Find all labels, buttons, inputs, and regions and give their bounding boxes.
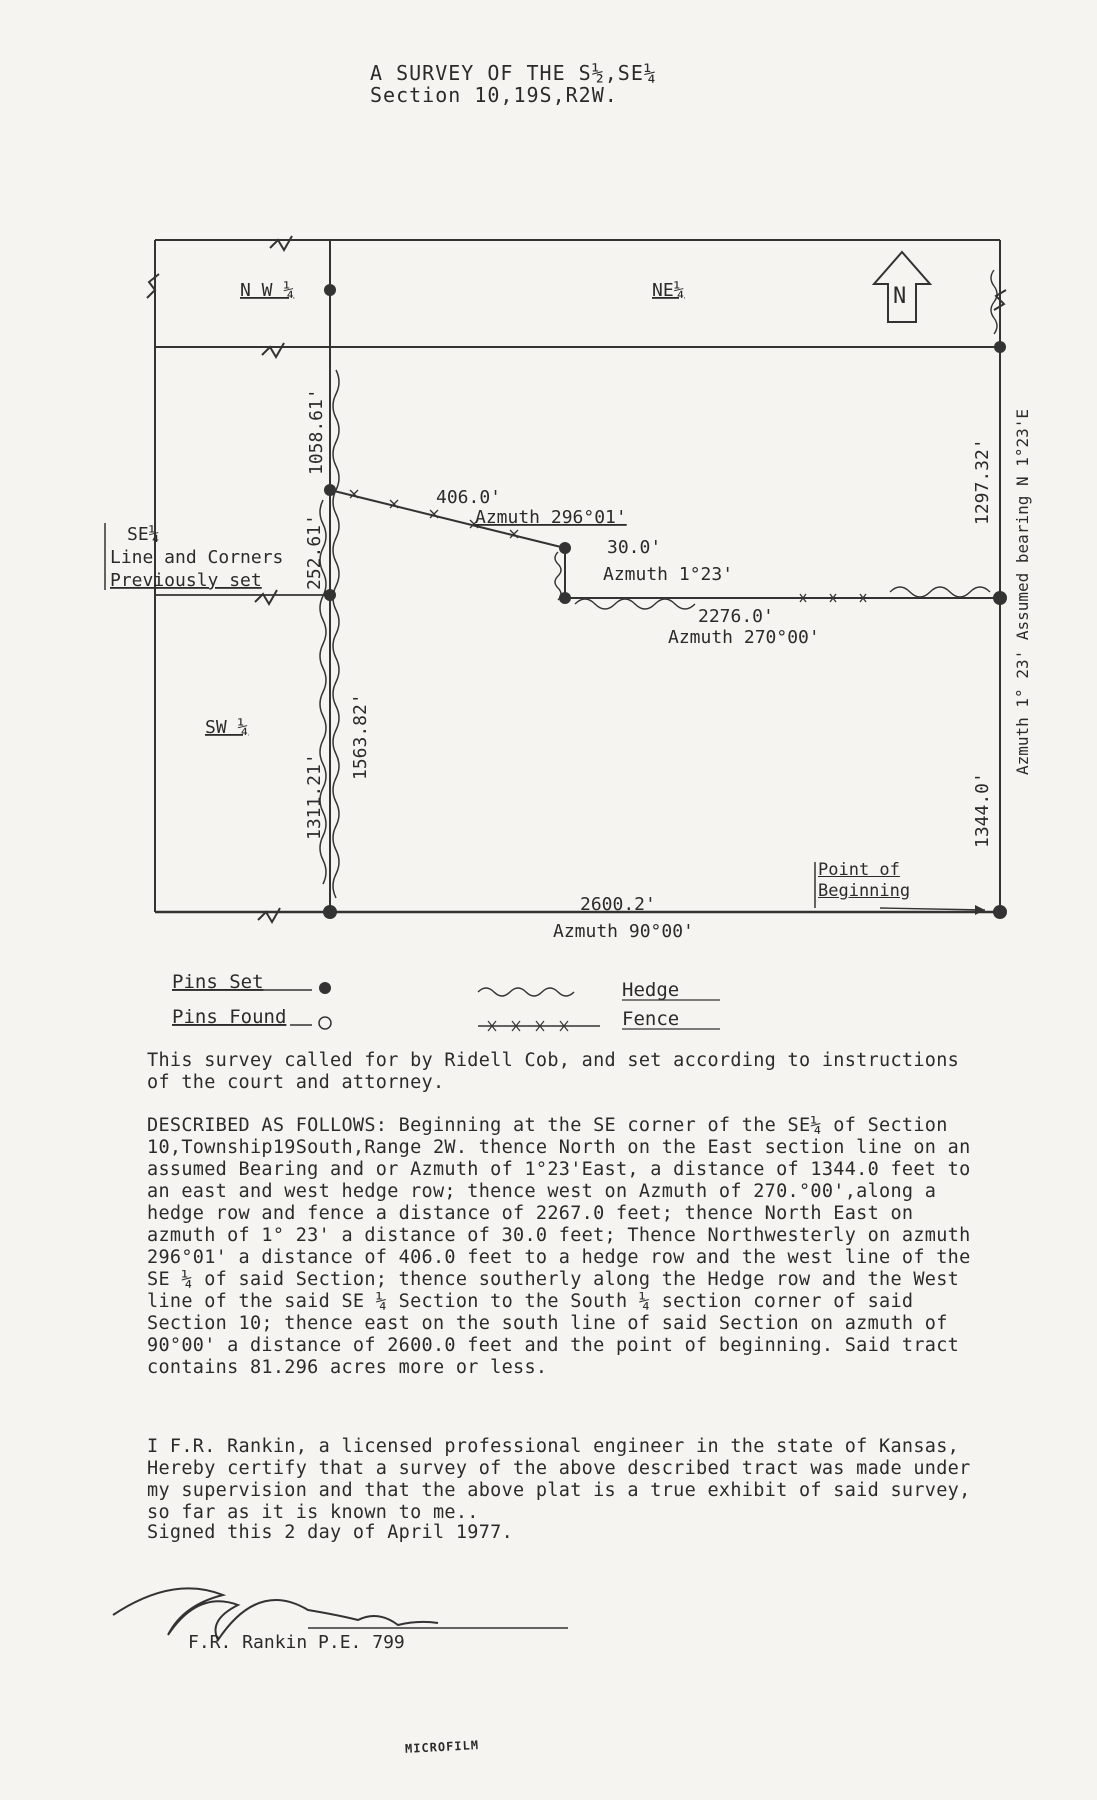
pin-set-south-quarter xyxy=(323,905,337,919)
az-90: Azmuth 90°00' xyxy=(553,921,694,942)
east-hedge-row xyxy=(991,270,997,334)
pin-set-east-hedge xyxy=(993,591,1007,605)
west-hedge-row xyxy=(333,370,339,898)
dist-2600: 2600.2' xyxy=(580,894,656,915)
signed-date: Signed this 2 day of April 1977. xyxy=(147,1522,514,1543)
dim-1297: 1297.32' xyxy=(972,438,993,525)
legend-pin-found-icon xyxy=(319,1017,331,1029)
pin-set-se-line xyxy=(324,589,336,601)
north-label: N xyxy=(893,284,907,309)
az-270: Azmuth 270°00' xyxy=(668,627,820,648)
pin-set-406-west xyxy=(324,484,336,496)
pin-set-north xyxy=(324,284,336,296)
dist-406: 406.0' xyxy=(436,487,502,508)
title-line-1: A SURVEY OF THE S½,SE¼ xyxy=(370,61,657,85)
signature-printed-name: F.R. Rankin P.E. 799 xyxy=(188,1632,405,1653)
pob-arrow-head xyxy=(975,905,985,915)
se-note-line-3: Previously set xyxy=(110,570,262,591)
ne-quarter-label: NE¼ xyxy=(652,280,685,301)
east-line-note: Azmuth 1° 23' Assumed bearing N 1°23'E xyxy=(1013,408,1032,775)
legend-pins-found: Pins Found xyxy=(172,1006,287,1028)
dim-1311: 1311.21' xyxy=(304,753,325,840)
break-mark-west xyxy=(147,274,159,298)
break-mark-south xyxy=(258,908,280,922)
segment-30-hedge xyxy=(555,552,561,600)
intro-paragraph: This survey called for by Ridell Cob, and set according to instructions of the court and attorney. xyxy=(147,1050,960,1093)
microfilm-stamp: MICROFILM xyxy=(404,1738,480,1756)
description-paragraph: DESCRIBED AS FOLLOWS: Beginning at the SE corner of the SE¼ of Section 10,Township19South,Range 2W. thence North on the East section line on an assumed Bearing and or Azmuth of 1°23'East, a distance of 1344.0 feet to an east and west hedge row; thence west on Azmuth of 270.°00',along a hedge row and fence a distance of 2267.0 feet; thence North East on azmuth of 1° 23' a distance of 30.0 feet; Thence Northwesterly on azmuth 296°01' a distance of 406.0 feet to a hedge row and the west line of the SE ¼ of said Section; thence southerly along the Hedge row and the West line of the said SE ¼ Section to the South ¼ section corner of said Section 10; thence east on the south line of said Section on azmuth of 90°00' a distance of 2600.0 feet and the point of beginning. Said tract contains 81.296 acres more or less. xyxy=(147,1115,971,1378)
nw-quarter-label: N W ¼ xyxy=(240,280,295,301)
dist-30: 30.0' xyxy=(607,537,662,558)
certification-paragraph: I F.R. Rankin, a licensed professional engineer in the state of Kansas, Hereby certify that a survey of the above described tract was made under my supervision and that the above plat is a true exhibit of said survey, so far as it is known to me.. xyxy=(147,1436,971,1523)
dim-1344: 1344.0' xyxy=(972,772,993,848)
az-296: Azmuth 296°01' xyxy=(475,507,627,528)
dim-1563: 1563.82' xyxy=(350,693,371,780)
sw-quarter-label: SW ¼ xyxy=(205,717,249,738)
pin-set-406-east xyxy=(559,542,571,554)
pin-set-30-south xyxy=(559,592,571,604)
point-of-beginning-label: Point of Beginning xyxy=(818,860,911,901)
signature xyxy=(108,1570,588,1660)
pin-set-east-top xyxy=(994,341,1006,353)
dist-2276: 2276.0' xyxy=(698,606,774,627)
legend-pins-set: Pins Set xyxy=(172,971,264,993)
break-mark-middle xyxy=(262,343,284,357)
break-mark-se xyxy=(255,590,277,604)
legend-pin-set-icon xyxy=(319,982,331,994)
se-note-line-2: Line and Corners xyxy=(110,547,284,568)
legend-fence: Fence xyxy=(622,1008,680,1030)
se-note-line-1: SE¼ xyxy=(127,524,160,545)
dim-252: 252.61' xyxy=(304,514,325,590)
az-1: Azmuth 1°23' xyxy=(603,564,734,585)
break-mark-north xyxy=(270,236,292,250)
legend-hedge-symbol xyxy=(478,988,574,996)
title-line-2: Section 10,19S,R2W. xyxy=(370,83,618,107)
legend-hedge: Hedge xyxy=(622,979,680,1001)
pin-set-point-of-beginning xyxy=(993,905,1007,919)
dim-1058: 1058.61' xyxy=(306,388,327,475)
